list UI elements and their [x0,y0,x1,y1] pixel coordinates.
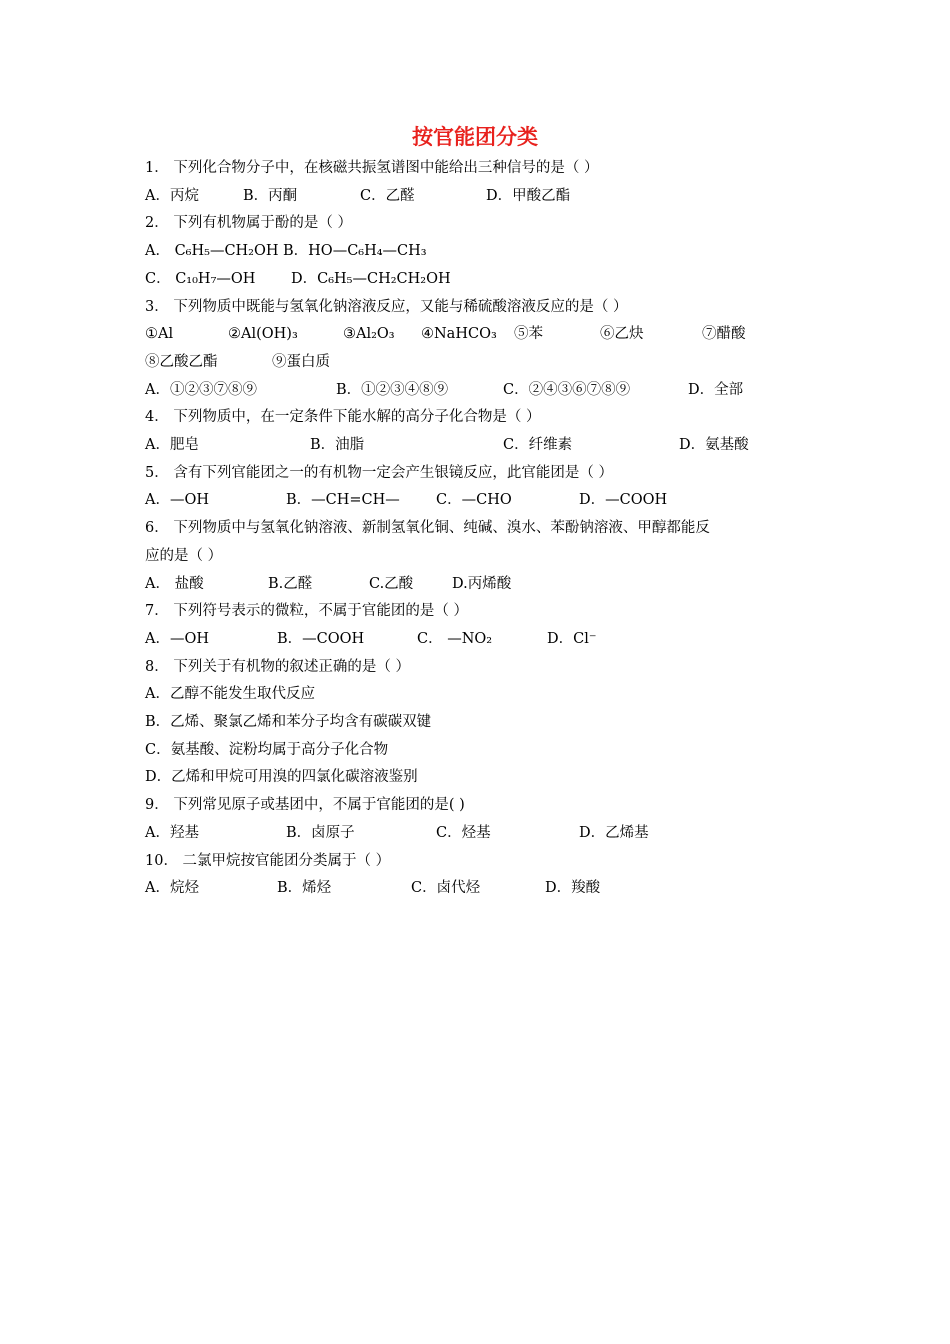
option-text: B．卤原子 [286,824,355,841]
option-text: B．丙酮 [243,187,298,204]
option-text: A． 盐酸 [145,575,204,592]
option-text: A．—OH [145,492,210,509]
option-text: B．HO—C₆H₄—CH₃ [283,243,427,260]
option-text: ⑥乙炔 [600,326,644,343]
question-text: 2． 下列有机物属于酚的是（ ） [145,215,352,232]
question-text: C．氨基酸、淀粉均属于高分子化合物 [145,741,389,758]
option-text: C．卤代烃 [411,880,481,897]
question-text: 7． 下列符号表示的微粒，不属于官能团的是（ ） [145,603,468,620]
option-text: C.乙酸 [369,575,414,592]
question-text: 3． 下列物质中既能与氢氧化钠溶液反应，又能与稀硫酸溶液反应的是（ ） [145,298,628,315]
question-text: B．乙烯、聚氯乙烯和苯分子均含有碳碳双键 [145,714,432,730]
option-text: D．甲酸乙酯 [486,187,571,204]
option-text: D．羧酸 [545,880,601,897]
option-text: A．丙烷 [145,187,199,204]
option-text: D．全部 [688,381,744,398]
option-text: D．氨基酸 [679,437,749,453]
question-text: D．乙烯和甲烷可用溴的四氯化碳溶液鉴别 [145,769,418,786]
option-text: ⑦醋酸 [702,326,746,343]
option-text: ⑨蛋白质 [272,353,330,370]
question-text: 4． 下列物质中，在一定条件下能水解的高分子化合物是（ ） [145,409,541,426]
question-text: 10． 二氯甲烷按官能团分类属于（ ） [145,852,391,869]
question-text: 9． 下列常见原子或基团中，不属于官能团的是( ) [145,797,465,814]
option-text: C．纤维素 [503,437,573,453]
option-text: ④NaHCO₃ [421,326,497,343]
option-text: C．—CHO [436,492,512,509]
option-text: B．烯烃 [277,880,332,897]
option-text: B．油脂 [310,437,365,453]
question-text: 6． 下列物质中与氢氧化钠溶液、新制氢氧化铜、纯碱、溴水、苯酚钠溶液、甲醇都能反 [145,520,710,537]
question-text: A．乙醇不能发生取代反应 [145,686,315,703]
option-text: ⑤苯 [514,326,543,343]
option-text: C． C₁₀H₇—OH [145,270,256,287]
option-text: C． —NO₂ [417,630,493,647]
option-text: A．①②③⑦⑧⑨ [145,381,257,398]
option-text: ②Al(OH)₃ [228,326,298,343]
option-text: B．—COOH [277,630,365,647]
option-text: D．乙烯基 [579,824,649,841]
question-text: 应的是（ ） [145,547,223,564]
option-text: A．羟基 [145,824,199,841]
option-text: B．—CH=CH— [286,492,400,509]
option-text: C．烃基 [436,824,491,841]
option-text: C．②④③⑥⑦⑧⑨ [503,381,631,398]
question-text: 5． 含有下列官能团之一的有机物一定会产生银镜反应，此官能团是（ ） [145,464,613,481]
option-text: D.丙烯酸 [452,575,512,592]
option-text: A．肥皂 [145,437,199,453]
option-text: A． C₆H₅—CH₂OH [145,243,279,260]
option-text: B．①②③④⑧⑨ [336,381,449,398]
question-text: 8． 下列关于有机物的叙述正确的是（ ） [145,658,410,675]
option-text: C．乙醛 [360,187,415,204]
option-text: A．烷烃 [145,880,199,897]
option-text: A．—OH [145,630,210,647]
question-text: 1． 下列化合物分子中，在核磁共振氢谱图中能给出三种信号的是（ ） [145,160,599,176]
option-text: ③Al₂O₃ [343,326,395,343]
option-text: B.乙醛 [268,575,313,592]
option-text: D．Cl⁻ [547,630,597,647]
option-text: D．C₆H₅—CH₂CH₂OH [291,270,451,287]
option-text: ①Al [145,326,174,343]
option-text: ⑧乙酸乙酯 [145,353,218,370]
page-title: 按官能团分类 [412,125,538,149]
option-text: D．—COOH [579,492,668,509]
